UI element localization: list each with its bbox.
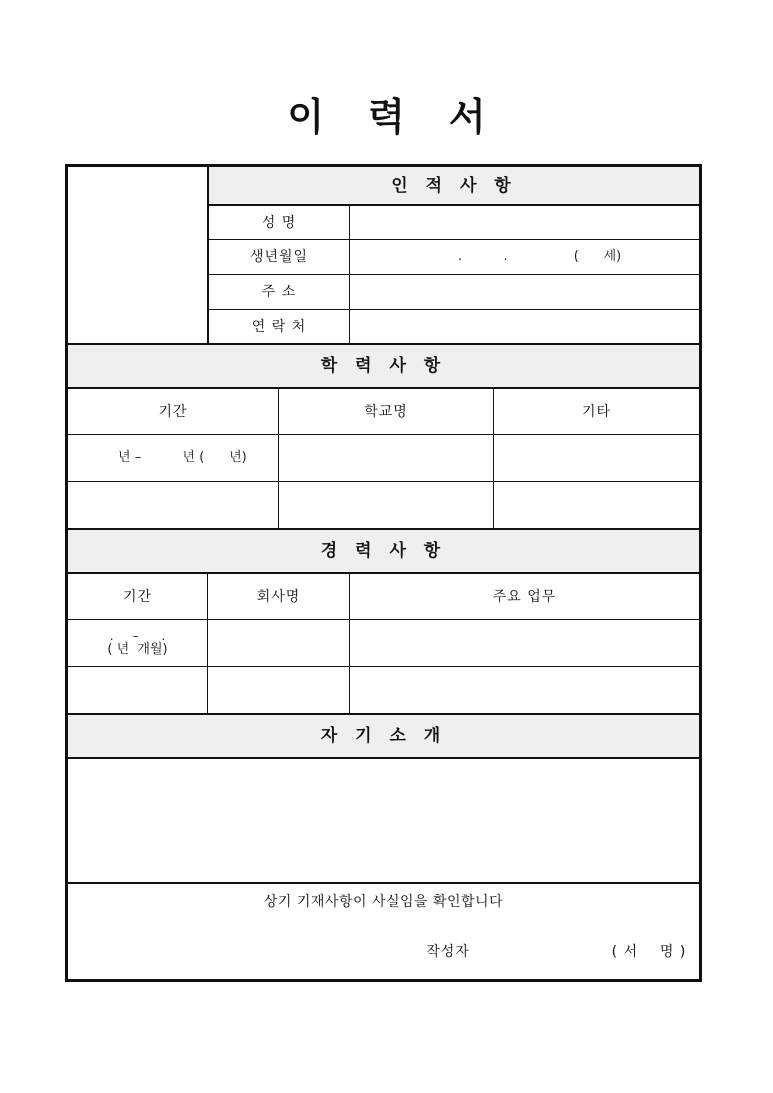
title-char: 이	[287, 95, 325, 139]
contact-field[interactable]	[350, 310, 699, 343]
intro-field[interactable]	[68, 759, 699, 882]
birth-label: 생년월일	[249, 249, 309, 265]
education-other-header: 기타	[581, 403, 612, 420]
education-header: 학 력 사 항	[320, 356, 447, 376]
title-char: 력	[368, 95, 405, 139]
contact-label: 연 락 처	[251, 318, 307, 335]
career-period-header: 기간	[122, 588, 153, 605]
education-school-header: 학교명	[364, 403, 408, 420]
intro-header: 자 기 소 개	[320, 726, 447, 746]
education-period-field[interactable]	[68, 482, 278, 528]
education-other-field[interactable]	[494, 482, 699, 528]
title-char: 서	[448, 95, 486, 139]
career-header: 경 력 사 항	[320, 541, 447, 561]
address-label: 주 소	[261, 284, 297, 300]
career-company-header: 회사명	[256, 588, 301, 605]
education-period-header: 기간	[158, 403, 188, 420]
career-period-field[interactable]	[68, 620, 207, 666]
education-school-field[interactable]	[279, 482, 493, 528]
resume-form	[65, 164, 702, 982]
education-school-field[interactable]	[279, 435, 493, 481]
career-period-dates: . – .	[109, 629, 166, 643]
author-label: 작성자	[426, 944, 470, 960]
name-field[interactable]	[350, 206, 699, 239]
document-title	[0, 92, 773, 142]
career-period-field[interactable]	[68, 667, 207, 713]
signature-field[interactable]: ( 서 명 )	[611, 944, 687, 960]
personal-header: 인 적 사 항	[391, 175, 517, 196]
career-duty-field[interactable]	[350, 620, 699, 666]
career-period-duration: ( 년 개월)	[107, 642, 168, 657]
career-duty-header: 주요 업무	[492, 588, 557, 605]
photo-area[interactable]	[68, 167, 207, 343]
career-company-field[interactable]	[208, 620, 349, 666]
name-label: 성 명	[261, 214, 297, 231]
confirm-statement: 상기 기재사항이 사실임을 확인합니다	[263, 894, 504, 910]
career-duty-field[interactable]	[350, 667, 699, 713]
education-period-field[interactable]: 년 – 년 ( 년)	[118, 450, 247, 465]
address-field[interactable]	[350, 275, 699, 309]
education-other-field[interactable]	[494, 435, 699, 481]
career-company-field[interactable]	[208, 667, 349, 713]
birth-field[interactable]: . . ( 세)	[458, 249, 622, 264]
